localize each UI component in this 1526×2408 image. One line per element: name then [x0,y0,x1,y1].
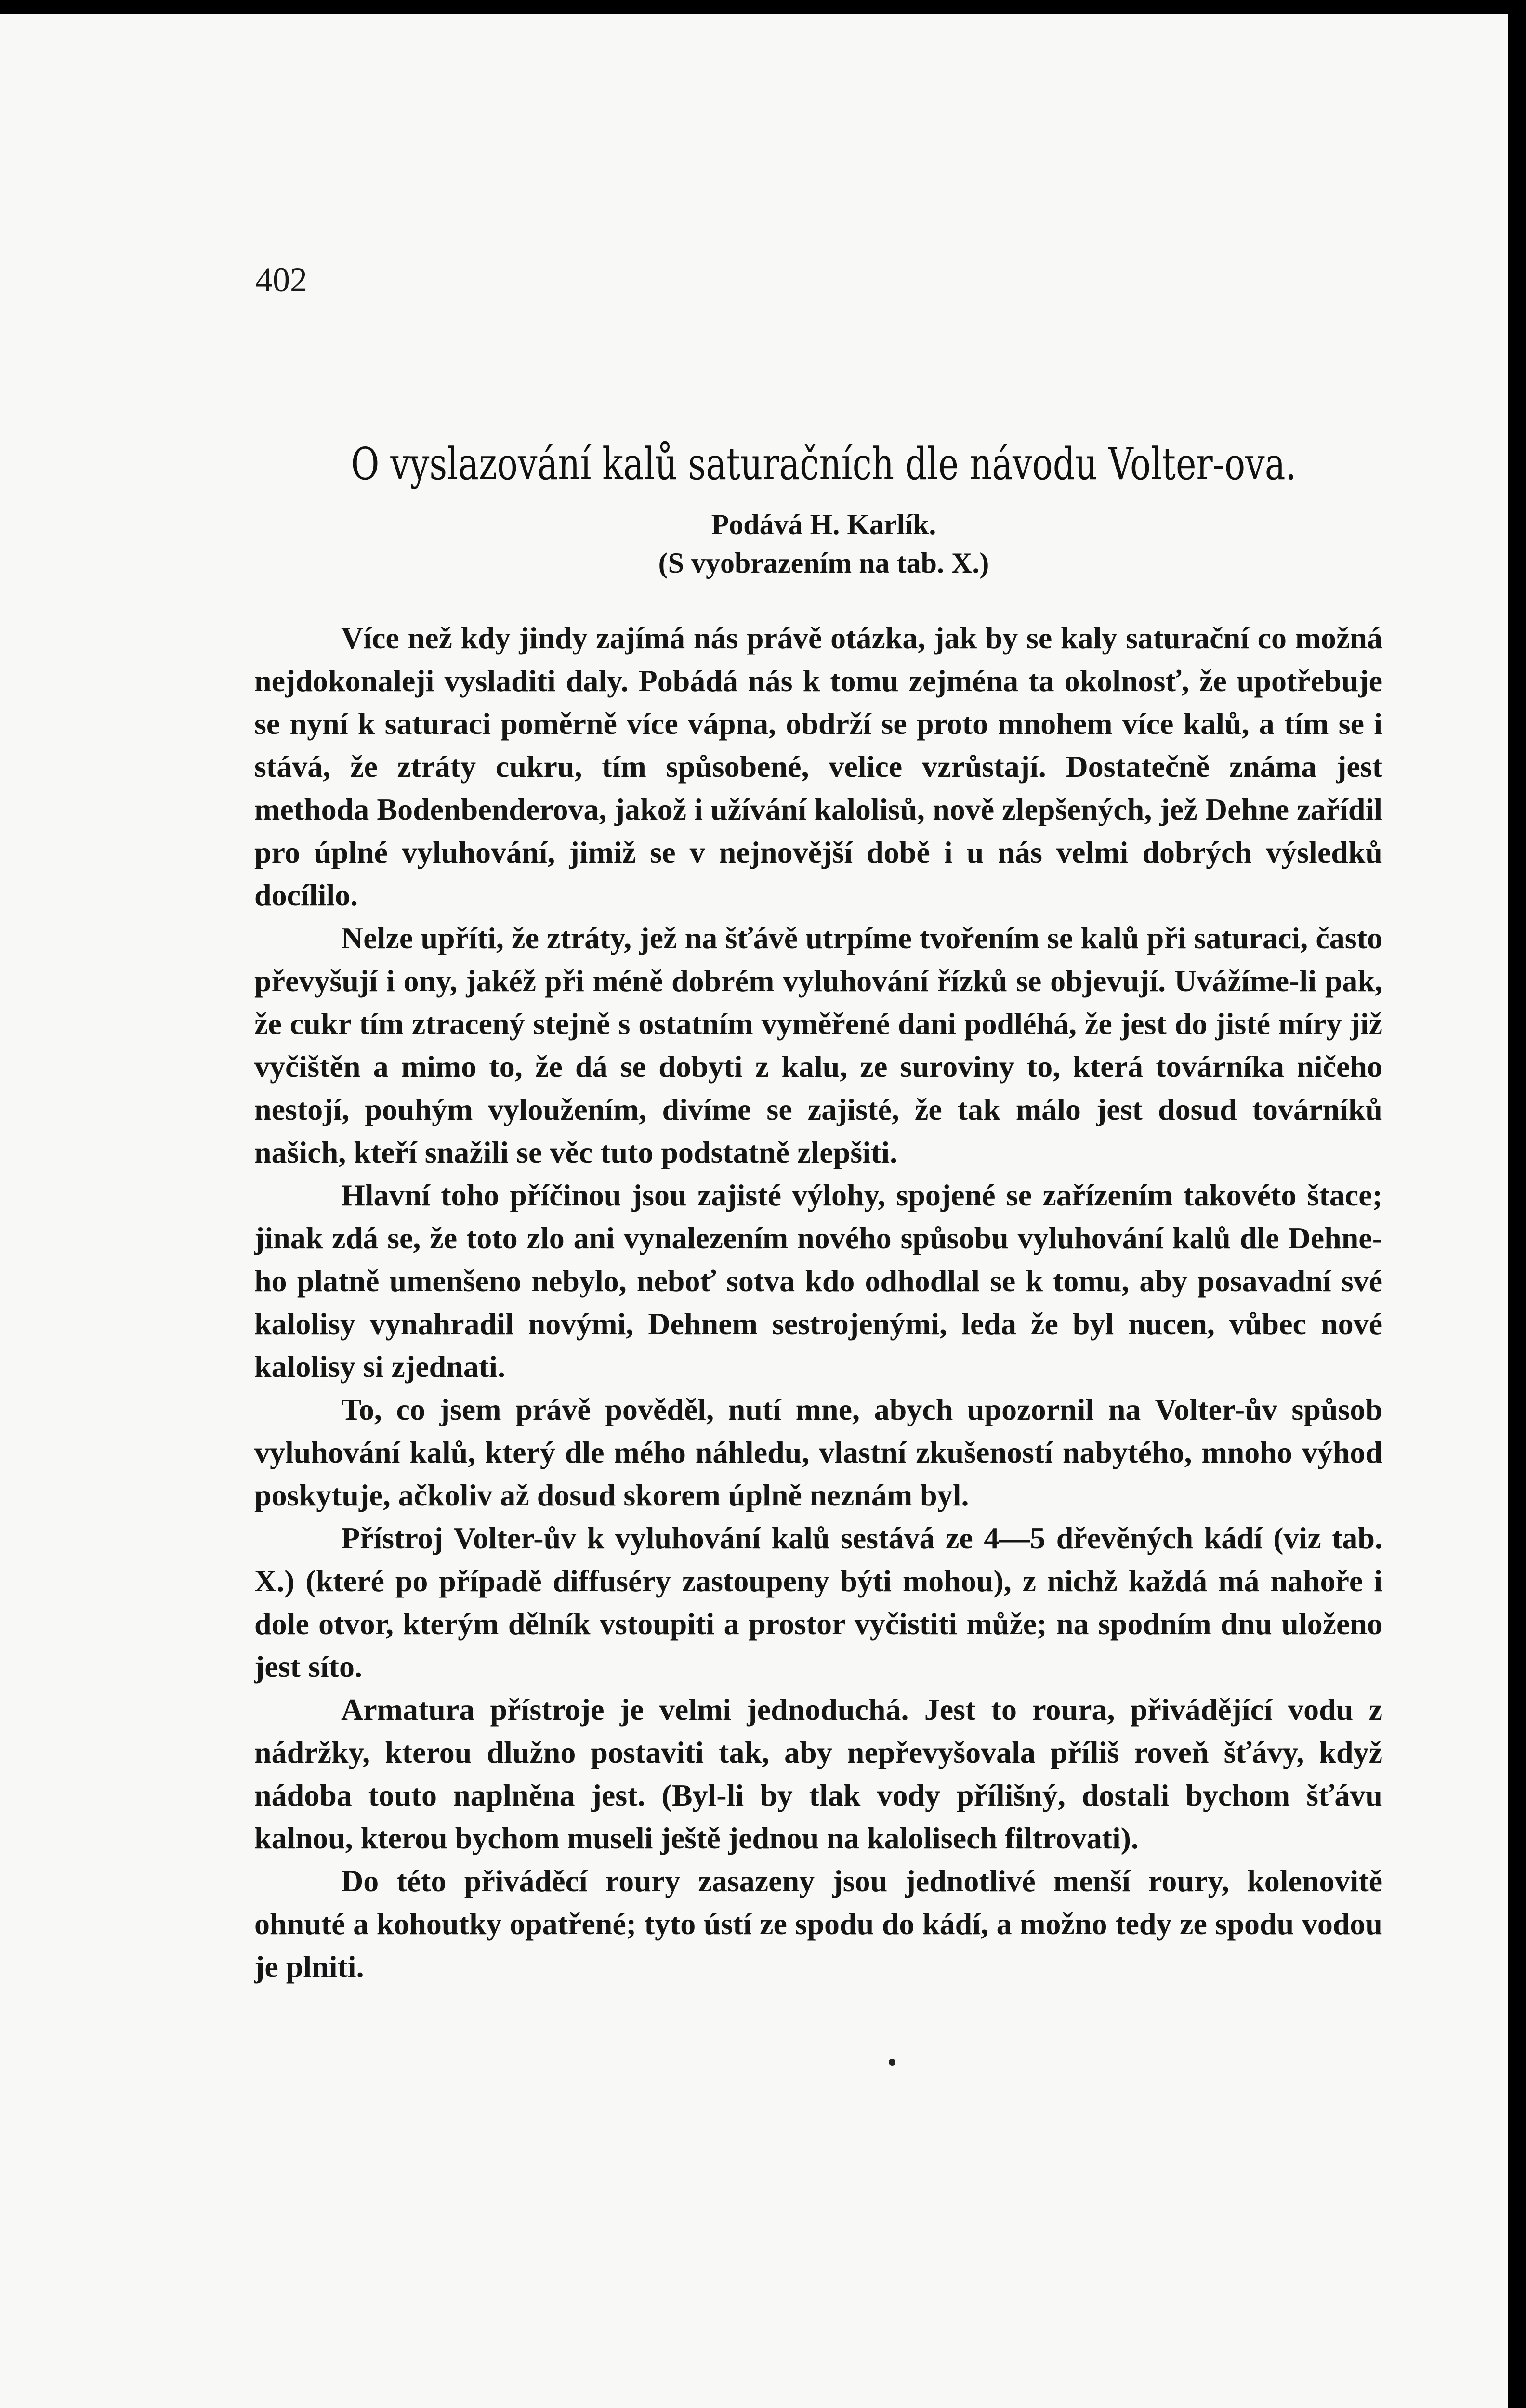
figure-reference: (S vyobrazením na tab. X.) [658,547,989,579]
paragraph-2: Nelze upříti, že ztráty, jež na šťávě utrpíme tvořením se kalů při saturaci, často převyšují i ony, jakéž při méně dobrém vyluhování řízků se objevují. Uvážíme-li pak, že cukr tím ztracený stejně s ostatním vyměřené dani podléhá, že jest do jisté míry již vyčištěn a mimo to, že dá se dobyti z kalu, ze suroviny to, která továrníka ničeho nestojí, pouhým vyloužením, divíme se zajisté, že tak málo jest dosud továrníků našich, kteří snažili se věc tuto podstatně zlepšiti. [254,921,1382,1169]
paragraph-3: Hlavní toho příčinou jsou zajisté výlohy, spojené se zařízením takovéto štace; jinak zdá se, že toto zlo ani vynalezením nového spůsobu vyluhování kalů dle Dehne-ho platně umenšeno nebylo, neboť sotva kdo odhodlal se k tomu, aby posavadní své kalolisy vynahradil novými, Dehnem sestrojenými, leda že byl nucen, vůbec nové kalolisy si zjednati. [254,1178,1382,1384]
article-title: O vyslazování kalů saturačních dle návodu Volter-ova. [351,438,1297,490]
paragraph-5: Přístroj Volter-ův k vyluhování kalů sestává ze 4—5 dřevěných kádí (viz tab. X.) (které po případě diffuséry zastoupeny býti mohou), z nichž každá má nahoře i dole otvor, kterým dělník vstoupiti a prostor vyčistiti může; na spodním dnu uloženo jest síto. [254,1521,1382,1684]
article-body [254,616,1382,1988]
scanned-page [0,14,1508,2408]
ink-speck [889,2059,895,2066]
paragraph-6: Armatura přístroje je velmi jednoduchá. Jest to roura, přivádějící vodu z nádržky, kterou dlužno postaviti tak, aby nepřevyšovala příliš roveň šťávy, když nádoba touto naplněna jest. (Byl-li by tlak vody přílišný, dostali bychom šťávu kalnou, kterou bychom museli ještě jednou na kalolisech filtrovati). [254,1692,1382,1855]
author-byline: Podává H. Karlík. [711,509,936,540]
page-number: 402 [255,261,307,299]
paragraph-7: Do této přiváděcí roury zasazeny jsou jednotlivé menší roury, kolenovitě ohnuté a kohoutky opatřené; tyto ústí ze spodu do kádí, a možno tedy ze spodu vodou je plniti. [254,1864,1382,1984]
paragraph-1: Více než kdy jindy zajímá nás právě otázka, jak by se kaly saturační co možná nejdokonaleji vysladiti daly. Pobádá nás k tomu zejména ta okolnosť, že upotřebuje se nyní k saturaci poměrně více vápna, obdrží se proto mnohem více kalů, a tím se i stává, že ztráty cukru, tím spůsobené, velice vzrůstají. Dostatečně známa jest methoda Bodenbenderova, jakož i užívání kalolisů, nově zlepšených, jež Dehne zařídil pro úplné vyluhování, jimiž se v nejnovější době i u nás velmi dobrých výsledků docílilo. [254,621,1382,912]
paragraph-4: To, co jsem právě pověděl, nutí mne, abych upozornil na Volter-ův spůsob vyluhování kalů, který dle mého náhledu, vlastní zkušeností nabytého, mnoho výhod poskytuje, ačkoliv až dosud skorem úplně neznám byl. [254,1392,1382,1512]
